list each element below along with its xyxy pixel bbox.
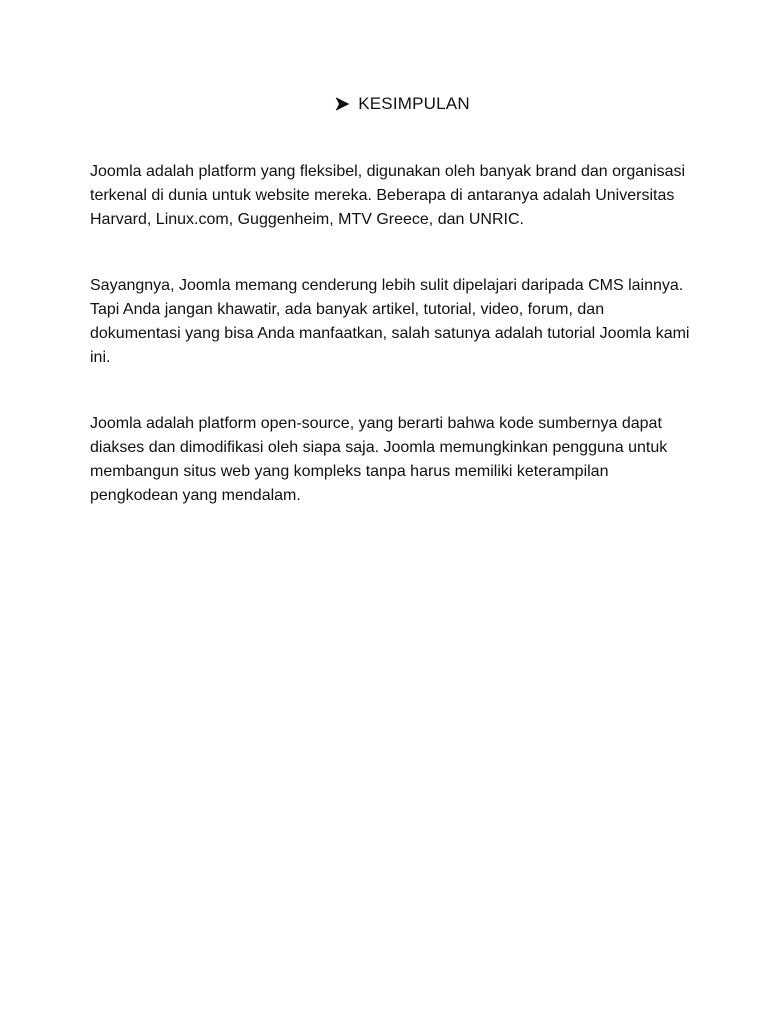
- section-heading: [0, 94, 768, 114]
- heading-text: KESIMPULAN: [358, 94, 470, 113]
- arrowhead-bullet-icon: [334, 96, 350, 112]
- document-body: [90, 160, 690, 550]
- paragraph-3: Joomla adalah platform open-source, yang berarti bahwa kode sumbernya dapat diakses dan dimodifikasi oleh siapa saja. Joomla memungkinkan pengguna untuk membangun situs web yang kompleks tanpa harus memiliki keterampilan pengkodean yang mendalam.: [90, 415, 668, 504]
- paragraph-2: Sayangnya, Joomla memang cenderung lebih sulit dipelajari daripada CMS lainnya. Tapi Anda jangan khawatir, ada banyak artikel, tutorial, video, forum, dan dokumentasi yang bisa Anda manfaatkan, salah satunya adalah tutorial Joomla kami ini.: [90, 277, 690, 366]
- paragraph-1: Joomla adalah platform yang fleksibel, digunakan oleh banyak brand dan organisasi terkenal di dunia untuk website mereka. Beberapa di antaranya adalah Universitas Harvard, Linux.com, Guggenheim, MTV Greece, dan UNRIC.: [90, 163, 686, 228]
